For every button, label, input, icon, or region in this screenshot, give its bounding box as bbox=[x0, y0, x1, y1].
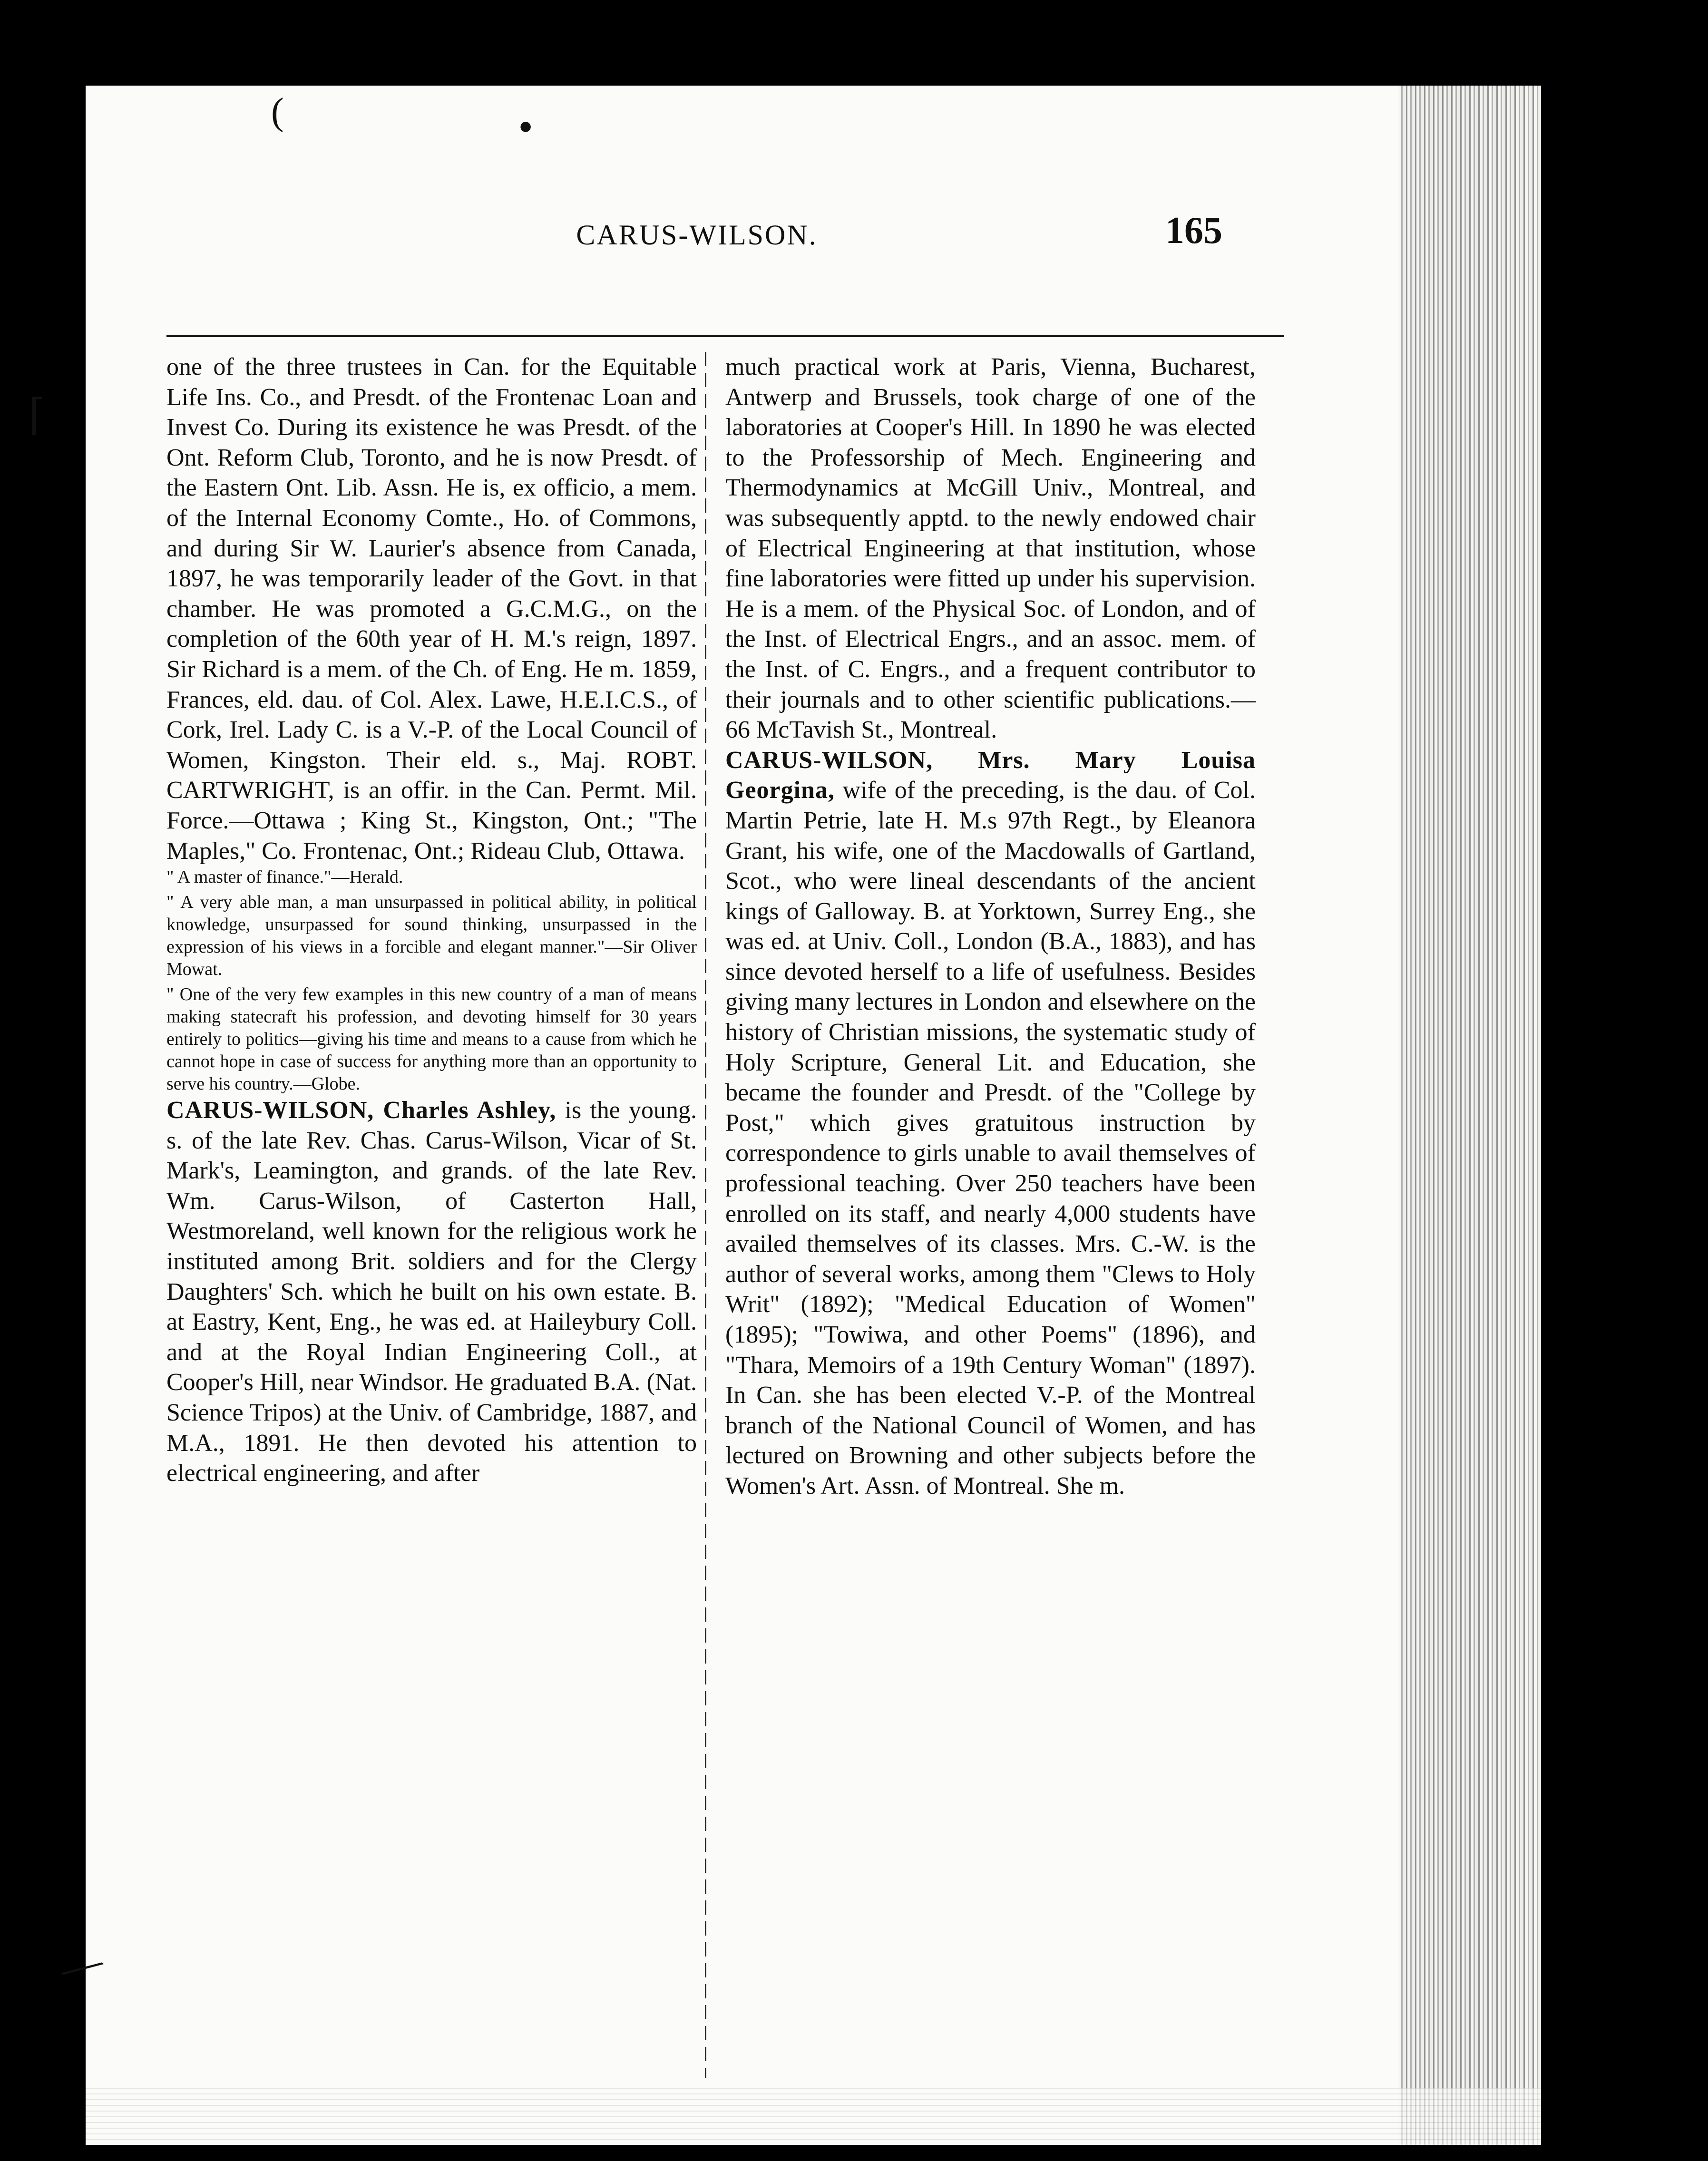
entry-text: is the young. s. of the late Rev. Chas. Carus-Wilson, Vicar of St. Mark's, Leamington, and grands. of the late Rev. Wm. Carus-Wilson, of Casterton Hall, Westmoreland, well known for the religious work he instituted among Brit. soldiers and for the Clergy Daughters' Sch. which he built on his own estate. B. at Eastry, Kent, Eng., he was ed. at Haileybury Coll. and at the Royal Indian Engineering Coll., at Cooper's Hill, near Windsor. He graduated B.A. (Nat. Science Tripos) at the Univ. of Cambridge, 1887, and M.A., 1891. He then devoted his attention to electrical engineering, and after bbox=[166, 1097, 697, 1487]
entry-charles-ashley bbox=[166, 1095, 697, 1489]
book-page bbox=[29, 86, 1541, 2145]
scan-mark: ● bbox=[518, 112, 533, 139]
quote-herald: " A master of finance."—Herald. bbox=[166, 867, 403, 887]
scan-mark: ( bbox=[271, 91, 284, 133]
entry-heading: CARUS-WILSON, Charles Ashley, bbox=[166, 1097, 556, 1124]
scan-mark: ⌈ bbox=[29, 392, 46, 439]
page-header bbox=[171, 200, 1222, 266]
scan-bottom-noise bbox=[86, 2088, 1541, 2145]
left-column bbox=[166, 352, 697, 1489]
quote-mowat: " A very able man, a man unsurpassed in political ability, in political knowledge, unsurpassed for sound thinking, unsurpassed in the expression of his views in a forcible and elegant manner."—Sir Oliver Mowat. bbox=[166, 892, 697, 980]
quote-globe: " One of the very few examples in this new country of a man of means making statecraft his profession, and devoting himself for 30 years entirely to politics—giving his time and means to a cause from which he cannot hope in case of success for anything more than an opportunity to serve his country.—Globe. bbox=[166, 984, 697, 1094]
entry-mary-louisa-georgina bbox=[725, 745, 1256, 1501]
header-rule bbox=[166, 335, 1284, 337]
charles-entry-continued: much practical work at Paris, Vienna, Bucharest, Antwerp and Brussels, took charge of one of the laboratories at Cooper's Hill. In 1890 he was elected to the Professorship of Mech. Engineering and Thermodynamics at McGill Univ., Montreal, and was subsequently apptd. to the newly endowed chair of Electrical Engineering at that institution, whose fine laboratories were fitted up under his supervision. He is a mem. of the Physical Soc. of London, and of the Inst. of Electrical Engrs., and an assoc. mem. of the Inst. of C. Engrs., and a frequent contributor to their journals and to other scientific publications.—66 McTavish St., Montreal. bbox=[725, 353, 1256, 744]
running-head: CARUS-WILSON. bbox=[576, 219, 818, 251]
cartwright-entry-continued: one of the three trustees in Can. for the Equitable Life Ins. Co., and Presdt. of the Frontenac Loan and Invest Co. During its existence he was Presdt. of the Ont. Reform Club, Toronto, and he is now Presdt. of the Eastern Ont. Lib. Assn. He is, ex officio, a mem. of the Internal Economy Comte., Ho. of Commons, and during Sir W. Laurier's absence from Canada, 1897, he was temporarily leader of the Govt. in that chamber. He was promoted a G.C.M.G., on the completion of the 60th year of H. M.'s reign, 1897. Sir Richard is a mem. of the Ch. of Eng. He m. 1859, Frances, eld. dau. of Col. Alex. Lawe, H.E.I.C.S., of Cork, Irel. Lady C. is a V.-P. of the Local Council of Women, Kingston. Their eld. s., Maj. ROBT. CARTWRIGHT, is an offir. in the Can. Permt. Mil. Force.—Ottawa ; King St., Kingston, Ont.; "The Maples," Co. Frontenac, Ont.; Rideau Club, Ottawa. bbox=[166, 353, 697, 865]
scan-mark: ⟋ bbox=[56, 1941, 107, 1998]
scan-page-edge bbox=[1398, 86, 1541, 2145]
right-column bbox=[725, 352, 1256, 1501]
column-divider bbox=[705, 352, 706, 2078]
entry-text: wife of the preceding, is the dau. of Col. Martin Petrie, late H. M.s 97th Regt., by Eleanora Grant, his wife, one of the Macdowalls of Gartland, Scot., who were lineal descendants of the ancient kings of Galloway. B. at Yorktown, Surrey Eng., she was ed. at Univ. Coll., London (B.A., 1883), and has since devoted herself to a life of usefulness. Besides giving many lectures in London and elsewhere on the history of Christian missions, the systematic study of Holy Scripture, General Lit. and Education, she became the founder and Presdt. of the "College by Post," which gives gratuitous instruction by correspondence to girls unable to avail themselves of professional teaching. Over 250 teachers have been enrolled on its staff, and nearly 4,000 students have availed themselves of its classes. Mrs. C.-W. is the author of several works, among them "Clews to Holy Writ" (1892); "Medical Education of Women" (1895); "Towiwa, and other Poems" (1896), and "Thara, Memoirs of a 19th Century Woman" (1897). In Can. she has been elected V.-P. of the Montreal branch of the National Council of Women, and has lectured on Browning and other subjects before the Women's Art. Assn. of Montreal. She m. bbox=[725, 777, 1256, 1499]
page-number: 165 bbox=[1165, 210, 1222, 252]
entry-heading: CARUS-WILSON, Mrs. Mary Louisa Georgina, bbox=[725, 746, 1256, 804]
